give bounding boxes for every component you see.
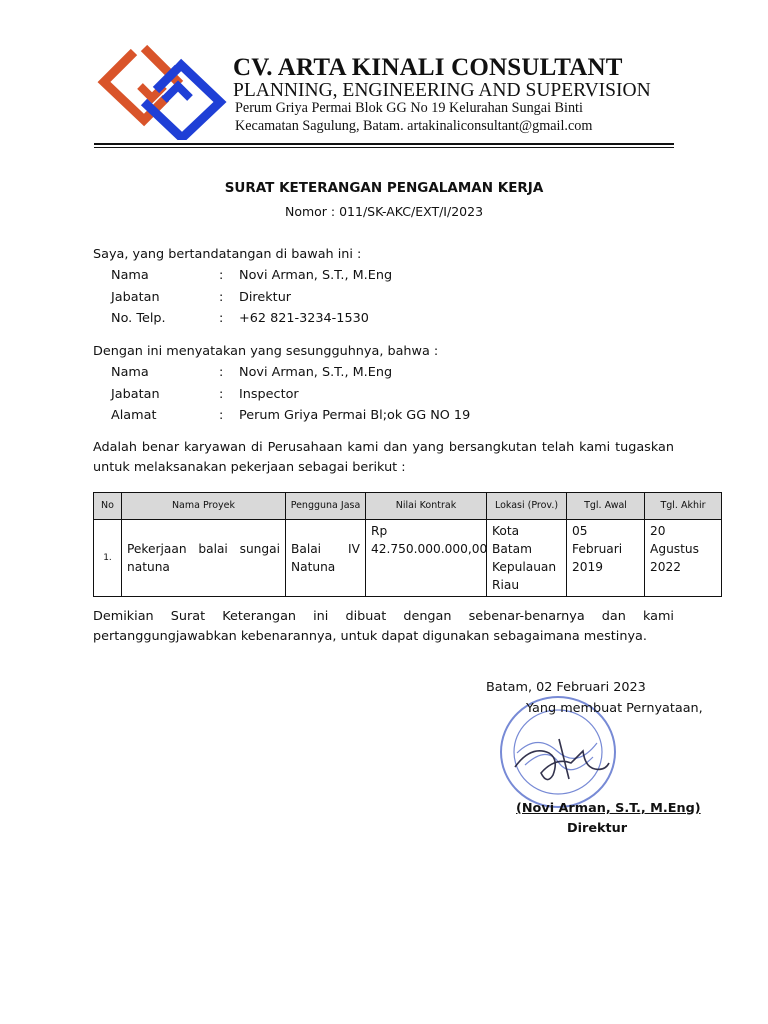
- signatory-position-value: Direktur: [239, 290, 292, 305]
- signatory-name-label: Nama: [111, 268, 149, 283]
- header-no: No: [94, 493, 122, 520]
- maker-label: Yang membuat Pernyataan,: [526, 701, 703, 716]
- employee-address-label: Alamat: [111, 408, 157, 423]
- company-tagline: PLANNING, ENGINEERING AND SUPERVISION: [233, 80, 651, 101]
- employee-position-value: Inspector: [239, 387, 299, 402]
- company-address: Perum Griya Permai Blok GG No 19 Kelurahan Sungai Binti: [235, 100, 583, 116]
- colon: :: [219, 408, 224, 423]
- employee-name-label: Nama: [111, 365, 149, 380]
- employee-address-value: Perum Griya Permai Bl;ok GG NO 19: [239, 408, 471, 423]
- header-start: Tgl. Awal: [567, 493, 645, 520]
- signer-name: (Novi Arman, S.T., M.Eng): [516, 801, 701, 816]
- assignment-paragraph: Adalah benar karyawan di Perusahaan kami dan yang bersangkutan telah kami tugaskan untuk melaksanakan pekerjaan sebagai berikut :: [93, 440, 674, 475]
- cell-client: Balai IV Natuna: [286, 520, 366, 597]
- colon: :: [219, 290, 224, 305]
- cell-value: Rp 42.750.000.000,00: [366, 520, 487, 597]
- cell-location: Kota Batam Kepulauan Riau: [487, 520, 567, 597]
- colon: :: [219, 268, 224, 283]
- colon: :: [219, 311, 224, 326]
- cell-project: Pekerjaan balai sungai natuna: [122, 520, 286, 597]
- cell-start: 05 Februari 2019: [567, 520, 645, 597]
- company-contact: Kecamatan Sagulung, Batam. artakinaliconsultant@gmail.com: [235, 118, 593, 134]
- statement-intro: Dengan ini menyatakan yang sesungguhnya, bahwa :: [93, 344, 439, 359]
- signatory-phone-label: No. Telp.: [111, 311, 166, 326]
- employee-name-value: Novi Arman, S.T., M.Eng: [239, 365, 393, 380]
- header-client: Pengguna Jasa: [286, 493, 366, 520]
- document-title: SURAT KETERANGAN PENGALAMAN KERJA: [224, 180, 544, 196]
- letterhead-rule-thick: [94, 143, 674, 145]
- header-project: Nama Proyek: [122, 493, 286, 520]
- company-name: CV. ARTA KINALI CONSULTANT: [233, 54, 623, 81]
- signatory-phone-value: +62 821-3234-1530: [239, 311, 369, 326]
- logo-blue-hook: [164, 86, 190, 100]
- signatory-position-label: Jabatan: [111, 290, 160, 305]
- signatory-intro: Saya, yang bertandatangan di bawah ini :: [93, 247, 362, 262]
- closing-paragraph: Demikian Surat Keterangan ini dibuat dengan sebenar-benarnya dan kami pertanggungjawabkan kebenarannya, untuk dapat digunakan sebagaimana mestinya.: [93, 609, 674, 644]
- document-number: Nomor : 011/SK-AKC/EXT/I/2023: [284, 204, 484, 219]
- company-logo: [94, 44, 228, 140]
- header-value: Nilai Kontrak: [366, 493, 487, 520]
- colon: :: [219, 365, 224, 380]
- project-table: [93, 492, 722, 597]
- cell-end: 20 Agustus 2022: [645, 520, 722, 597]
- signer-position: Direktur: [567, 821, 628, 836]
- place-date: Batam, 02 Februari 2023: [486, 680, 646, 695]
- cell-no: 1.: [94, 520, 122, 597]
- header-end: Tgl. Akhir: [645, 493, 722, 520]
- colon: :: [219, 387, 224, 402]
- header-location: Lokasi (Prov.): [487, 493, 567, 520]
- employee-position-label: Jabatan: [111, 387, 160, 402]
- letterhead-rule-thin: [94, 147, 674, 148]
- table-header-row: [94, 493, 722, 520]
- table-row: [94, 520, 722, 597]
- signatory-name-value: Novi Arman, S.T., M.Eng: [239, 268, 393, 283]
